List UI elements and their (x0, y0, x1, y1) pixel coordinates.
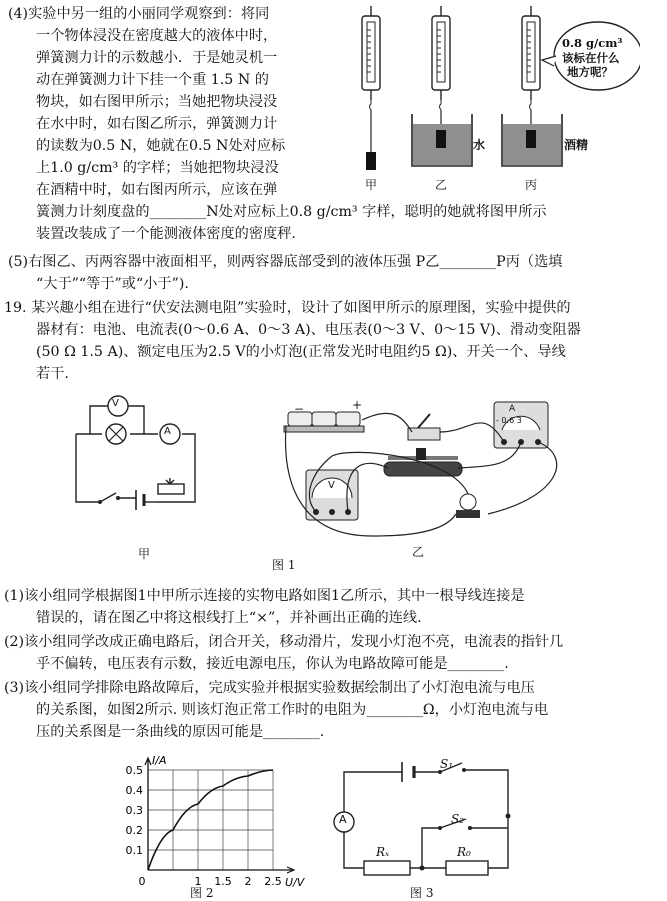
text-line: 在酒精中时，如右图丙所示，应该在弹 (36, 182, 278, 198)
text-line: 错误的，请在图乙中将这根线打上“×”，并补画出正确的连线. (36, 610, 422, 626)
block-yi (436, 130, 446, 148)
voltmeter-letter: V (112, 398, 119, 409)
text-line: 装置改装成了一个能测液体密度的密度秤. (36, 226, 296, 242)
series-line (148, 770, 273, 870)
x-tick-label: 2 (244, 875, 252, 888)
fig3-meter-letter: A (339, 813, 347, 826)
text-line: 19. 某兴趣小组在进行“伏安法测电阻”实验时，设计了如图甲所示的原理图，实验中提供的 (4, 300, 571, 316)
callout-line: 地方呢？ (567, 65, 613, 79)
callout-line: 该标在什么 (562, 51, 620, 65)
ammeter-device-letter: A (509, 404, 516, 414)
battery-plus: + (352, 398, 363, 412)
circuit-fig3 (322, 758, 522, 888)
text-line: (50 Ω 1.5 A)、额定电压为2.5 V的小灯泡(正常发光时电阻约5 Ω)、开关一个、导线 (36, 344, 566, 360)
text-line: 压的关系图是一条曲线的原因可能是________. (36, 724, 325, 740)
battery-cell (336, 412, 360, 426)
rheostat-symbol (158, 484, 184, 494)
circuit-schematic-jia (70, 394, 220, 514)
text-line: 动在弹簧测力计下挂一个重 1.5 N 的 (36, 72, 269, 88)
iu-chart (118, 752, 318, 892)
text-line: 在水中时，如右图乙所示，弹簧测力计 (36, 116, 278, 132)
voltmeter-device-letter: V (328, 480, 335, 491)
y-tick-label: 0.2 (125, 824, 143, 837)
spring-scale-jia (362, 6, 380, 170)
spring-scale-figure (340, 2, 640, 202)
fig3-label-s2: S₂ (451, 812, 465, 826)
text-line: 上1.0 g/cm³ 的字样；当她把物块浸没 (36, 160, 279, 176)
text-line: (3)该小组同学排除电路故障后，完成实验并根据实验数据绘制出了小灯泡电流与电压 (4, 680, 535, 696)
fig-label-bing: 丙 (525, 178, 538, 192)
fig2-caption: 图 2 (190, 886, 214, 900)
battery-cell (312, 412, 336, 426)
knife-switch (408, 428, 440, 440)
resistor-rx (364, 861, 410, 875)
text-line: 弹簧测力计的示数越小．于是她灵机一 (36, 50, 278, 66)
fig3-label-s1: S₁ (440, 757, 454, 771)
y-tick-label: 0.1 (125, 844, 143, 857)
fig1-label-jia: 甲 (138, 547, 151, 561)
y-tick-label: 0.5 (125, 764, 143, 777)
fig3-label-rx: Rₓ (376, 845, 390, 859)
bulb (460, 494, 476, 510)
spring-scale-bing (502, 6, 562, 166)
circuit-physical-yi (272, 386, 592, 546)
rheostat-device (384, 462, 462, 476)
x-tick-label: 2.5 (264, 875, 282, 888)
text-line: 一个物体浸没在密度越大的液体中时， (36, 28, 278, 44)
text-line: 乎不偏转，电压表有示数，接近电源电压，你认为电路故障可能是________. (36, 656, 509, 672)
ammeter-letter: A (164, 426, 171, 437)
x-axis-label: U/V (285, 876, 305, 889)
fig-label-jia: 甲 (365, 178, 378, 192)
text-line: 物块，如右图甲所示；当她把物块浸没 (36, 94, 278, 110)
text-line: (4)实验中另一组的小丽同学观察到：将同 (8, 6, 270, 22)
battery-minus: − (294, 402, 305, 416)
text-line: 的读数为0.5 N，她就在0.5 N处对应标 (36, 138, 286, 154)
text-line: (5)右图乙、丙两容器中液面相平，则两容器底部受到的液体压强 P乙________P丙（选填 (8, 254, 563, 270)
callout-line: 0.8 g/cm³ (562, 36, 623, 50)
fig3-caption: 图 3 (410, 886, 434, 900)
resistor-r0 (446, 861, 488, 875)
block-jia (366, 152, 376, 170)
text-line: 的关系图，如图2所示. 则该灯泡正常工作时的电阻为________Ω，小灯泡电流与电 (36, 702, 549, 718)
fig-label-yi: 乙 (435, 178, 448, 192)
liquid-label-alcohol: 酒精 (564, 138, 589, 152)
fig1-label-yi: 乙 (412, 545, 425, 559)
block-bing (526, 130, 536, 148)
x-tick-label: 1.5 (214, 875, 232, 888)
y-tick-label: 0.3 (125, 804, 143, 817)
x-tick-label: 0 (138, 875, 146, 888)
fig1-caption: 图 1 (272, 558, 296, 572)
text-line: 若干. (36, 366, 69, 382)
fig3-label-r0: R₀ (457, 845, 471, 859)
y-tick-label: 0.4 (125, 784, 143, 797)
ammeter-scale-label: - 0.6 3 (496, 416, 522, 425)
text-line: (2)该小组同学改成正确电路后，闭合开关，移动滑片，发现小灯泡不亮，电流表的指针几 (4, 634, 564, 650)
text-line: 簧测力计刻度盘的________N处对应标上0.8 g/cm³ 字样，聪明的她就将图甲所示 (36, 204, 547, 220)
spring-scale-yi (412, 6, 472, 166)
y-axis-label: I/A (152, 754, 167, 767)
text-line: 器材有：电池、电流表(0～0.6 A、0～3 A)、电压表(0～3 V、0～15 V)、滑动变阻器 (36, 322, 581, 338)
text-line: (1)该小组同学根据图1中甲所示连接的实物电路如图1乙所示，其中一根导线连接是 (4, 588, 525, 604)
liquid-label-water: 水 (473, 138, 486, 152)
x-tick-label: 1 (194, 875, 202, 888)
text-line: “大于”“等于”或“小于”). (36, 276, 189, 292)
